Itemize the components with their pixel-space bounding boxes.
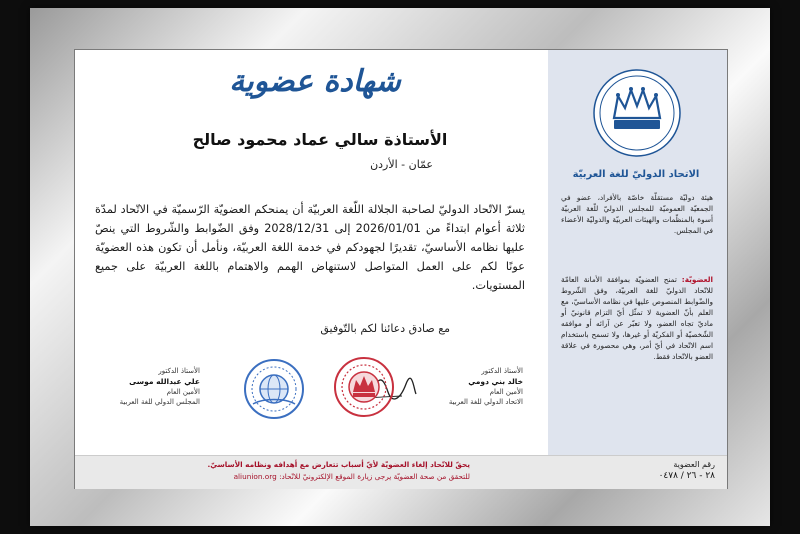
signature-name: علي عبدالله موسى (129, 377, 200, 386)
certificate-paper (74, 49, 728, 489)
signature-title: الأستاذ الدكتور (158, 367, 200, 375)
certificate (75, 50, 727, 488)
membership-number: ٢٨ - ٢٦ / ٠٤٧٨ (658, 471, 715, 481)
certificate-footer (75, 455, 727, 489)
signature-org: الاتحاد الدولي للغة العربية (448, 398, 523, 406)
signature-block-right (413, 366, 523, 407)
recipient-location: عمّان - الأردن (370, 158, 433, 171)
cancellation-notice: يحقّ للاتّحاد إلغاء العضويّة لأيّ أسباب تتعارض مع أهدافه ونظامه الأساسيّ. (207, 460, 470, 469)
certificate-title: شهادة عضوية (229, 64, 401, 99)
membership-label: العضويّة: (681, 275, 713, 284)
signature-title: الأستاذ الدكتور (481, 367, 523, 375)
signature-role: الأمين العام (166, 388, 200, 396)
sidebar-panel (548, 50, 727, 455)
sidebar-membership-section (561, 274, 713, 362)
certificate-main (75, 50, 545, 455)
sidebar-org-title: الاتحاد الدوليّ للغة العربيّة (572, 169, 700, 180)
membership-number-block (595, 460, 715, 481)
membership-number-label: رقم العضوية (673, 460, 715, 469)
signature-role: الأمين العام (489, 388, 523, 396)
blue-stamp-icon (243, 358, 305, 420)
red-stamp-icon (333, 356, 395, 418)
signature-block-left (90, 366, 200, 407)
certificate-frame (30, 8, 770, 526)
signature-org: المجلس الدولي للغة العربية (119, 398, 200, 406)
membership-text: تمنح العضويّة بموافقة الأمانة العامّة للاتّحاد الدوليّ للغة العربيّة، وفق الشّروط والضّوابط المنصوص عليها في نظامه الأساسيّ، مع العلم بأنّ العضوية لا تمثّل أيّ التزام قانونيّ أو ماديّ تجاه العضو، ولا تعبّر عن آرائه أو موافقه الشّخصيّة أو الفكريّة أو غيرها، ولا تسمح باستخدام اسم الاتّحاد في أيّ أمر، وهي محصورة في علاقة العضو بالاتّحاد فقط. (561, 275, 713, 361)
signature-name: خالد بني دومي (468, 377, 523, 386)
certificate-body: يسرّ الاتّحاد الدوليّ لصاحبة الجلالة اللّغة العربيّة أن يمنحكم العضويّة الرّسميّة في الاتّحاد لمدّة ثلاثة أعوام ابتداءً من 2026/01/01 إلى 2028/12/31 وفق الضّوابط والشّروط التي ينصّ عليها نظامه الأساسيّ، تقديرًا لجهودكم في خدمة اللغة العربيّة، ونأمل أن تكون هذه العضويّة عونًا لكم على العمل المتواصل لاستنهاض الهمم والاهتمام باللغة العربيّة على جميع المستويات. (95, 203, 525, 292)
footer-notice-block (170, 460, 470, 481)
verification-text: للتحقق من صحة العضويّة يرجى زيارة الموقع الإلكترونيّ للاتّحاد: aliunion.org (233, 472, 470, 481)
union-logo-icon (592, 68, 682, 158)
certificate-closing: مع صادق دعائنا لكم بالتّوفيق (320, 322, 450, 335)
recipient-name: الأستاذة سالي عماد محمود صالح (192, 130, 448, 149)
sidebar-description: هيئة دوليّة مستقلّة خاصّة بالأفراد، عضو في الجمعيّة العموميّة للمجلس الدوليّ للّغة العربيّة أسوة بالمنظّمات والهيئات العربيّة والدوليّة الأعضاء في المجلس. (561, 193, 713, 235)
